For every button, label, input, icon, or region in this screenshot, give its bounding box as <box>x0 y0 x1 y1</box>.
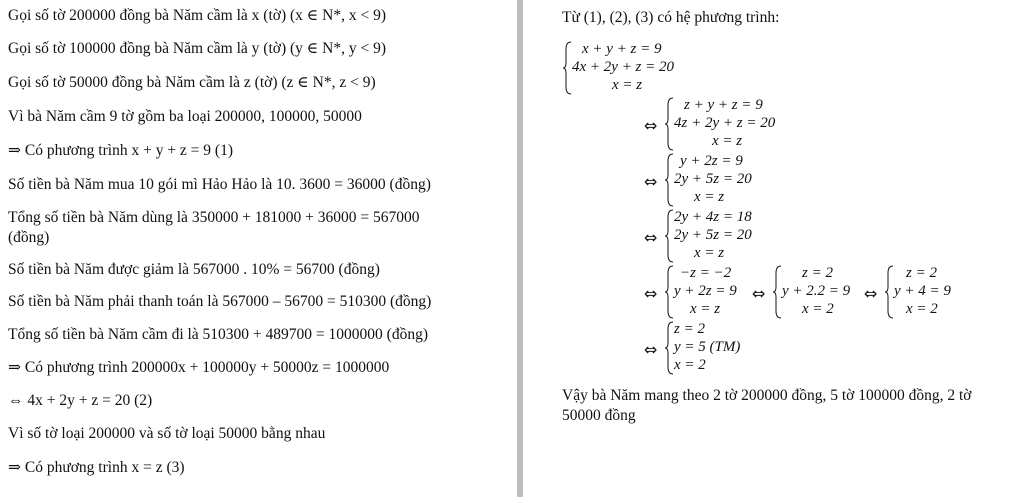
right-column <box>524 0 1024 497</box>
brace-icon <box>664 265 674 319</box>
equivalence-symbol: ⇔ <box>864 284 878 303</box>
equation-system <box>664 209 814 263</box>
equation: 2y + 5z = 20 <box>674 171 752 187</box>
brace-icon <box>664 153 674 207</box>
equation-system <box>664 97 814 151</box>
equation: z = 2 <box>674 321 705 337</box>
equation: 2y + 5z = 20 <box>674 227 752 243</box>
conclusion-text: Vậy bà Năm mang theo 2 tờ 200000 đồng, 5 tờ 100000 đồng, 2 tờ <box>562 387 972 404</box>
equation: x = 2 <box>802 301 834 317</box>
text-line: ⇒ Có phương trình 200000x + 100000y + 50000z = 1000000 <box>8 359 390 376</box>
equation: x = z <box>612 77 643 93</box>
text-line: Gọi số tờ 100000 đồng bà Năm cầm là y (tờ) (y ∈ N*, y < 9) <box>8 40 386 57</box>
text-line: Số tiền bà Năm được giảm là 567000 . 10% = 56700 (đồng) <box>8 261 380 278</box>
equivalence-symbol: ⇔ <box>644 340 658 359</box>
text-line: Số tiền bà Năm mua 10 gói mì Hảo Hảo là 10. 3600 = 36000 (đồng) <box>8 176 431 193</box>
equation: z = 2 <box>802 265 833 281</box>
intro-text: Từ (1), (2), (3) có hệ phương trình: <box>562 9 780 26</box>
equation: −z = −2 <box>680 265 732 281</box>
equation: x = z <box>712 133 743 149</box>
conclusion-text: 50000 đồng <box>562 407 636 424</box>
text-line: Tổng số tiền bà Năm dùng là 350000 + 181000 + 36000 = 567000 <box>8 209 420 226</box>
equation: z = 2 <box>906 265 937 281</box>
brace-icon <box>664 321 674 375</box>
equation-system <box>562 41 722 95</box>
text-line: ⇒ Có phương trình x = z (3) <box>8 459 185 476</box>
equation-system <box>664 321 784 375</box>
equation: x = z <box>690 301 721 317</box>
brace-icon <box>562 41 572 95</box>
brace-icon <box>884 265 894 319</box>
equation: y + 2.2 = 9 <box>782 283 851 299</box>
equivalence-symbol: ⇔ <box>644 228 658 247</box>
equation: z + y + z = 9 <box>684 97 763 113</box>
equation: y + 2z = 9 <box>680 153 743 169</box>
brace-icon <box>664 97 674 151</box>
equation: 4z + 2y + z = 20 <box>674 115 776 131</box>
equation: 4x + 2y + z = 20 <box>572 59 675 75</box>
equation-system <box>664 153 814 207</box>
column-divider <box>517 0 523 497</box>
text-line: ⇔ 4x + 2y + z = 20 (2) <box>8 392 153 409</box>
equation: y + 4 = 9 <box>894 283 951 299</box>
text-line: Gọi số tờ 200000 đồng bà Năm cầm là x (tờ) (x ∈ N*, x < 9) <box>8 7 386 24</box>
equation: x = z <box>694 189 725 205</box>
equivalence-symbol: ⇔ <box>752 284 766 303</box>
text-line: Số tiền bà Năm phải thanh toán là 567000 – 56700 = 510300 (đồng) <box>8 293 432 310</box>
equivalence-symbol: ⇔ <box>644 116 658 135</box>
equation: 2y + 4z = 18 <box>674 209 752 225</box>
equation: x = 2 <box>906 301 938 317</box>
equation: y = 5 (TM) <box>674 339 741 355</box>
text-line: (đồng) <box>8 229 50 246</box>
equation: x = 2 <box>674 357 706 373</box>
equation: x + y + z = 9 <box>582 41 662 57</box>
text-line: Vì bà Năm cầm 9 tờ gồm ba loại 200000, 100000, 50000 <box>8 108 362 125</box>
equation-system <box>884 265 984 319</box>
equivalence-symbol: ⇔ <box>644 284 658 303</box>
text-line: ⇒ Có phương trình x + y + z = 9 (1) <box>8 142 233 159</box>
text-line: Gọi số tờ 50000 đồng bà Năm cầm là z (tờ) (z ∈ N*, z < 9) <box>8 74 376 91</box>
text-line: Vì số tờ loại 200000 và số tờ loại 50000 bằng nhau <box>8 425 326 442</box>
brace-icon <box>664 209 674 263</box>
equation: y + 2z = 9 <box>674 283 737 299</box>
equivalence-symbol: ⇔ <box>644 172 658 191</box>
brace-icon <box>772 265 782 319</box>
equation: x = z <box>694 245 725 261</box>
text-line: Tổng số tiền bà Năm cầm đi là 510300 + 489700 = 1000000 (đồng) <box>8 326 428 343</box>
